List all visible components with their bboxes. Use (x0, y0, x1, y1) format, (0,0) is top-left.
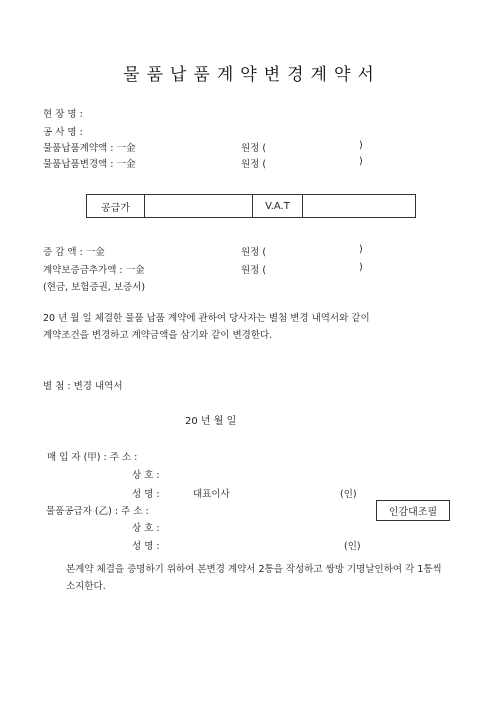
changed-amount-label: 물품납품변경액 : 一金 (43, 159, 136, 170)
deposit-label: 계약보증금추가액 : 一金 (43, 265, 145, 276)
contract-amount-label: 물품납품계약액 : 一金 (43, 143, 136, 154)
buyer-trade-label: 상 호 : (132, 470, 160, 481)
won-close-3: ) (359, 244, 363, 255)
contract-date-line: 20 년 월 일 (185, 416, 237, 427)
company-name-label: 공 사 명 : (43, 127, 83, 138)
supplier-name-label: 성 명 : (132, 541, 160, 552)
vat-label-cell: V.A.T (253, 195, 303, 217)
won-close-1: ) (359, 140, 363, 151)
supply-vat-table (86, 194, 416, 218)
body-line-2: 계약조건을 변경하고 계약금액을 삼기와 같이 변경한다. (43, 330, 273, 341)
supplier-address-label: 물품공급자 (乙) : 주 소 : (46, 506, 149, 517)
vat-value-cell[interactable] (303, 195, 415, 217)
won-label-4: 원정 ( (241, 265, 267, 276)
won-close-2: ) (359, 156, 363, 167)
attachment-line: 별 첨 : 변경 내역서 (43, 381, 123, 392)
site-name-label: 현 장 명 : (43, 109, 83, 120)
buyer-rep-label: 대표이사 (193, 489, 230, 500)
won-label-1: 원정 ( (241, 143, 267, 154)
supply-label-cell: 공급가 (87, 195, 145, 217)
buyer-address-label: 매 입 자 (甲) : 주 소 : (47, 452, 138, 463)
footer-line-2: 소지한다. (66, 581, 106, 592)
supply-value-cell[interactable] (145, 195, 253, 217)
buyer-seal: (인) (340, 489, 357, 500)
increase-label: 증 감 액 : 一金 (43, 247, 105, 258)
supplier-seal: (인) (344, 541, 361, 552)
buyer-name-label: 성 명 : (132, 489, 160, 500)
body-line-1: 20 년 월 일 체결한 물품 납품 계약에 관하여 당사자는 별첨 변경 내역서와 같이 (43, 313, 370, 324)
won-label-2: 원정 ( (241, 159, 267, 170)
supplier-trade-label: 상 호 : (132, 523, 160, 534)
document-title: 물품납품계약변경계약서 (123, 65, 381, 85)
seal-verification-box: 인감대조필 (376, 500, 450, 521)
won-close-4: ) (359, 262, 363, 273)
won-label-3: 원정 ( (241, 247, 267, 258)
footer-line-1: 본계약 체결을 증명하기 위하여 본변경 계약서 2통을 작성하고 쌍방 기명날인하여 각 1통씩 (66, 564, 442, 575)
deposit-note: (현금, 보험증권, 보증서) (43, 282, 146, 293)
